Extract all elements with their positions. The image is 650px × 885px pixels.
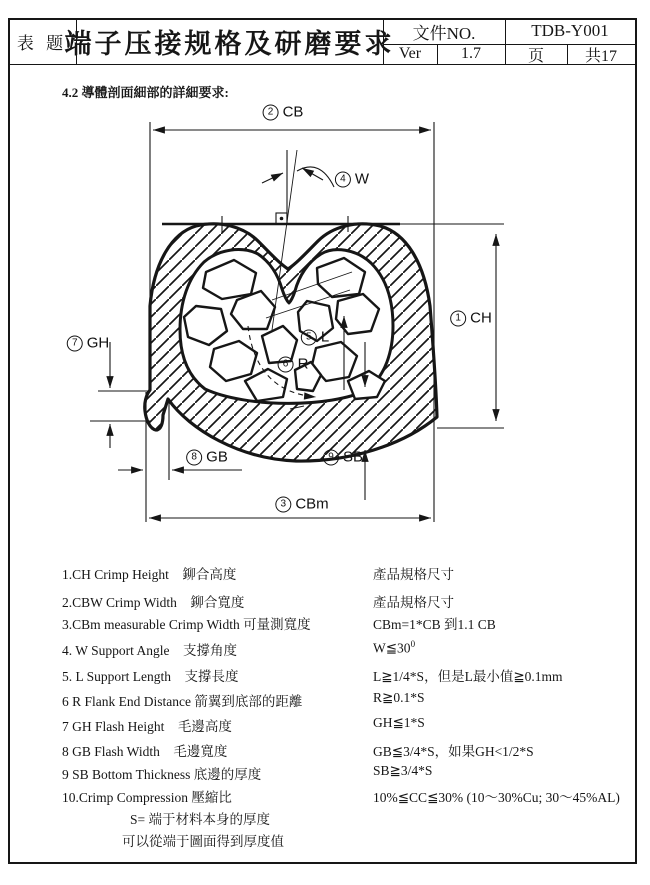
legend-row — [62, 613, 637, 633]
legend-note: 可以從端于圖面得到厚度值 — [122, 834, 284, 849]
circled-number: 3 — [275, 496, 291, 512]
legend-spec: L≧1/4*S，但是L最小值≧0.1mm — [373, 669, 563, 684]
version-label: Ver — [398, 45, 422, 62]
page-label: 页 — [527, 47, 544, 65]
dim-letter: SB — [342, 448, 364, 466]
dim-letter: GH — [86, 334, 110, 352]
legend-spec: $W≦30^0$ — [373, 639, 416, 656]
legend-row — [62, 715, 637, 735]
circled-number: 4 — [335, 171, 351, 187]
legend-row — [62, 786, 637, 806]
legend-spec: 10%≦CC≦30% (10～30%Cu; 30～45%AL) — [373, 790, 620, 805]
version-value: 1.7 — [461, 45, 481, 62]
circled-number: 7 — [67, 335, 83, 351]
legend-spec: GB≦3/4*S，如果GH<1/2*S — [373, 744, 534, 759]
legend-term: 2.CBW Crimp Width 鉚合寬度 — [62, 595, 245, 610]
legend-spec: GH≦1*S — [373, 715, 425, 730]
circled-number: 1 — [450, 310, 466, 326]
legend-term: 7 GH Flash Height 毛邊高度 — [62, 719, 232, 734]
page-total: 共17 — [584, 47, 617, 65]
doc-no-label: 文件NO. — [412, 23, 476, 43]
legend-term: 3.CBm measurable Crimp Width 可量測寬度 — [62, 617, 311, 632]
legend-term: 8 GB Flash Width 毛邊寬度 — [62, 744, 228, 759]
form-label-cell: 表 题 — [16, 33, 68, 53]
circled-number: 2 — [263, 104, 279, 120]
document-title: 端子压接规格及研磨要求 — [64, 28, 395, 59]
legend-spec: R≧0.1*S — [373, 690, 425, 705]
dim-letter: L — [320, 328, 330, 346]
doc-no-value: TDB-Y001 — [531, 21, 609, 40]
legend-spec: 產品規格尺寸 — [373, 567, 454, 582]
legend-row — [62, 563, 637, 583]
legend-spec: 產品規格尺寸 — [373, 595, 454, 610]
legend-row — [62, 740, 637, 760]
dim-letter: GB — [206, 448, 228, 466]
legend-term: 6 R Flank End Distance 箭翼到底部的距離 — [62, 694, 303, 709]
legend-term: 1.CH Crimp Height 鉚合高度 — [62, 567, 237, 582]
legend-row — [62, 591, 637, 611]
legend-row — [62, 763, 637, 783]
legend-term: 5. L Support Length 支撐長度 — [62, 669, 239, 684]
dim-letter: CB — [282, 103, 304, 121]
circled-number: 8 — [186, 449, 202, 465]
legend-term: 4. W Support Angle 支撐角度 — [62, 643, 238, 658]
dim-letter: R — [297, 355, 309, 373]
page-border — [8, 18, 637, 864]
circled-number: 6 — [278, 356, 294, 372]
legend-row — [62, 690, 637, 710]
dim-letter: CBm — [295, 495, 329, 513]
dim-letter: CH — [470, 309, 492, 327]
legend-term: 9 SB Bottom Thickness 底邊的厚度 — [62, 767, 262, 782]
circled-number: 9 — [323, 449, 339, 465]
circled-number: 5 — [301, 329, 317, 345]
legend-term: 10.Crimp Compression 壓縮比 — [62, 790, 232, 805]
dim-letter: W — [354, 170, 370, 188]
legend-row — [62, 639, 637, 659]
legend-row — [62, 665, 637, 685]
section-heading: 4.2 導體剖面細部的詳細要求: — [62, 85, 229, 100]
legend-note: S= 端于材料本身的厚度 — [130, 812, 270, 827]
legend-spec: SB≧3/4*S — [373, 763, 433, 778]
legend-spec: CBm=1*CB 到1.1 CB — [373, 617, 496, 632]
